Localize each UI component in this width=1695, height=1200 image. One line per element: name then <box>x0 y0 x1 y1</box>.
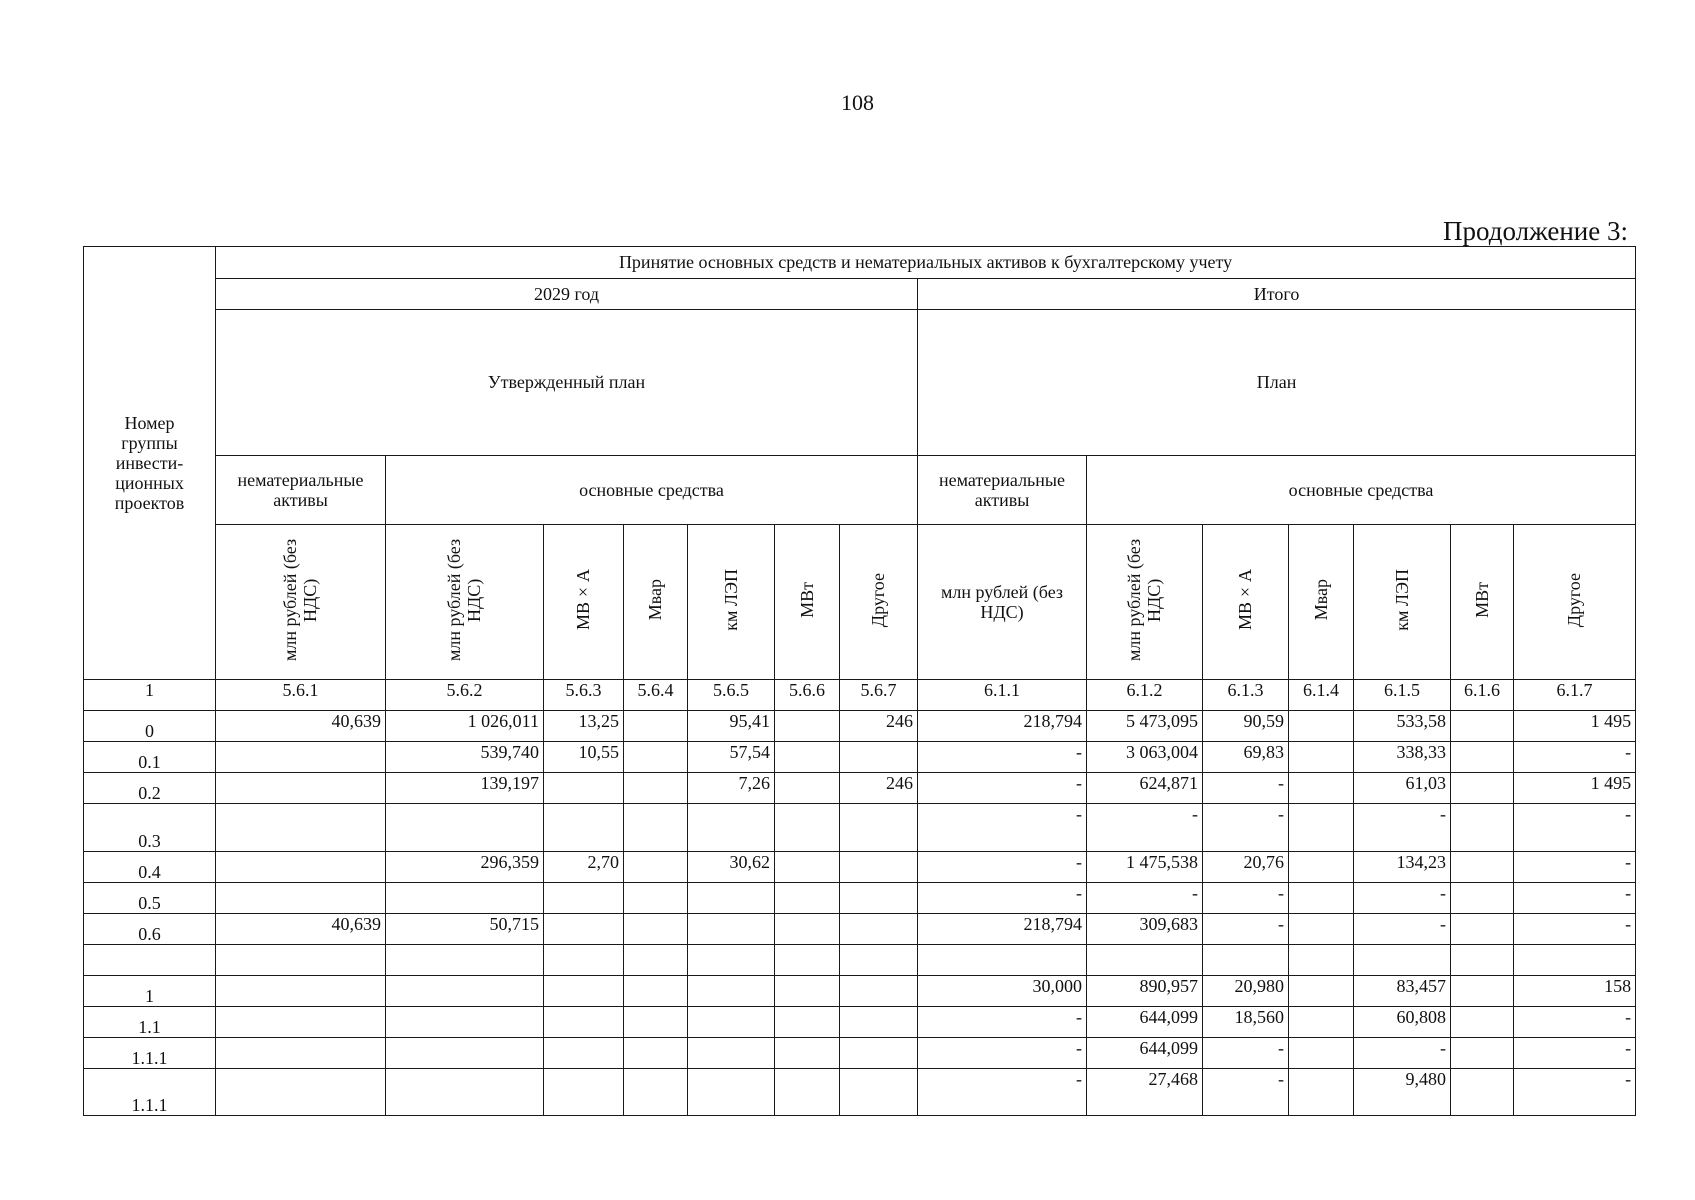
main-title-header: Принятие основных средств и нематериальных активов к бухгалтерскому учету <box>216 247 1636 279</box>
table-cell <box>1289 976 1354 1007</box>
units-row <box>84 525 1636 680</box>
row-group-number: 0.6 <box>84 914 216 945</box>
table-cell: 296,359 <box>386 852 544 883</box>
table-cell: 539,740 <box>386 742 544 773</box>
table-cell: - <box>1514 1007 1636 1038</box>
table-cell: - <box>1087 883 1203 914</box>
table-cell <box>775 852 840 883</box>
table-cell: - <box>918 1038 1087 1069</box>
table-cell <box>1087 945 1203 976</box>
unit-header: Другое <box>1514 525 1636 680</box>
table-cell <box>840 976 918 1007</box>
table-cell: - <box>918 804 1087 852</box>
table-row <box>84 711 1636 742</box>
table-cell: - <box>1514 804 1636 852</box>
table-cell: 246 <box>840 711 918 742</box>
table-cell: - <box>1514 742 1636 773</box>
unit-header: МВт <box>775 525 840 680</box>
row-group-number: 1.1.1 <box>84 1038 216 1069</box>
table-row <box>84 1038 1636 1069</box>
column-code: 5.6.2 <box>386 680 544 711</box>
table-cell <box>1451 711 1514 742</box>
table-cell: 27,468 <box>1087 1069 1203 1116</box>
table-cell: 5 473,095 <box>1087 711 1203 742</box>
table-cell <box>624 1007 688 1038</box>
table-cell: - <box>1514 1038 1636 1069</box>
table-row <box>84 914 1636 945</box>
table-cell <box>1289 883 1354 914</box>
unit-header: МВ×А <box>544 525 624 680</box>
row-group-number: 0.2 <box>84 773 216 804</box>
table-row <box>84 742 1636 773</box>
table-cell <box>688 976 775 1007</box>
table-cell <box>1514 945 1636 976</box>
table-cell: - <box>918 1007 1087 1038</box>
table-cell: - <box>918 1069 1087 1116</box>
row-group-number: 1.1 <box>84 1007 216 1038</box>
table-cell <box>1289 1007 1354 1038</box>
table-cell: - <box>1354 914 1451 945</box>
table-cell <box>216 976 386 1007</box>
table-cell <box>688 883 775 914</box>
table-cell <box>1451 742 1514 773</box>
table-cell: 1 026,011 <box>386 711 544 742</box>
table-cell <box>775 804 840 852</box>
table-cell <box>688 804 775 852</box>
table-cell <box>775 976 840 1007</box>
codes-row <box>84 680 1636 711</box>
table-cell: - <box>918 773 1087 804</box>
fixed-assets-header-total: основные средства <box>1087 456 1636 525</box>
column-code: 6.1.6 <box>1451 680 1514 711</box>
table-row <box>84 1007 1636 1038</box>
table-cell <box>624 976 688 1007</box>
table-cell <box>918 945 1087 976</box>
table-cell: 338,33 <box>1354 742 1451 773</box>
table-cell <box>775 773 840 804</box>
table-cell <box>544 914 624 945</box>
table-cell: 2,70 <box>544 852 624 883</box>
table-cell: 30,62 <box>688 852 775 883</box>
table-cell <box>1451 883 1514 914</box>
table-cell: 309,683 <box>1087 914 1203 945</box>
table-cell: 1 495 <box>1514 711 1636 742</box>
table-cell: 134,23 <box>1354 852 1451 883</box>
table-cell: 218,794 <box>918 914 1087 945</box>
investment-table <box>83 246 1636 1116</box>
table-cell <box>216 852 386 883</box>
column-code: 6.1.2 <box>1087 680 1203 711</box>
column-code: 6.1.3 <box>1203 680 1289 711</box>
table-cell <box>1451 804 1514 852</box>
table-cell: - <box>918 883 1087 914</box>
table-cell <box>216 1069 386 1116</box>
table-cell: 13,25 <box>544 711 624 742</box>
table-cell <box>775 914 840 945</box>
table-cell <box>544 1038 624 1069</box>
table-cell <box>1289 945 1354 976</box>
table-cell <box>775 1069 840 1116</box>
table-cell <box>1289 852 1354 883</box>
table-cell <box>1451 976 1514 1007</box>
table-cell <box>840 742 918 773</box>
table-cell <box>624 945 688 976</box>
table-cell: 69,83 <box>1203 742 1289 773</box>
table-cell: 40,639 <box>216 914 386 945</box>
table-cell <box>840 883 918 914</box>
table-cell <box>1289 742 1354 773</box>
table-cell: - <box>1354 883 1451 914</box>
table-cell <box>544 883 624 914</box>
table-cell <box>216 1038 386 1069</box>
column-code: 6.1.7 <box>1514 680 1636 711</box>
row-group-number <box>84 945 216 976</box>
table-cell <box>216 945 386 976</box>
column-code: 6.1.5 <box>1354 680 1451 711</box>
table-cell <box>1451 773 1514 804</box>
table-cell: 95,41 <box>688 711 775 742</box>
table-cell <box>1451 852 1514 883</box>
column-code: 6.1.4 <box>1289 680 1354 711</box>
table-cell: 83,457 <box>1354 976 1451 1007</box>
table-cell <box>1451 914 1514 945</box>
row-group-number: 1.1.1 <box>84 1069 216 1116</box>
row-group-number: 1 <box>84 976 216 1007</box>
column-code: 5.6.1 <box>216 680 386 711</box>
table-cell <box>775 945 840 976</box>
table-cell <box>386 1007 544 1038</box>
table-cell: - <box>1203 883 1289 914</box>
table-cell: 246 <box>840 773 918 804</box>
intangible-assets-header-total: нематериальные активы <box>918 456 1087 525</box>
row-group-number: 0.1 <box>84 742 216 773</box>
table-cell: 60,808 <box>1354 1007 1451 1038</box>
table-row <box>84 1069 1636 1116</box>
table-cell <box>386 945 544 976</box>
unit-header: МВт <box>1451 525 1514 680</box>
table-cell <box>840 914 918 945</box>
table-cell: 139,197 <box>386 773 544 804</box>
table-cell <box>216 804 386 852</box>
table-cell: - <box>1514 914 1636 945</box>
table-row <box>84 804 1636 852</box>
table-cell: 1 475,538 <box>1087 852 1203 883</box>
table-cell <box>840 1007 918 1038</box>
unit-header: Мвар <box>624 525 688 680</box>
table-cell <box>544 976 624 1007</box>
plan-header: План <box>918 310 1636 456</box>
table-cell: - <box>1087 804 1203 852</box>
table-cell <box>775 1038 840 1069</box>
year-2029-header: 2029 год <box>216 279 918 310</box>
table-cell <box>544 773 624 804</box>
table-cell <box>688 914 775 945</box>
table-cell: 7,26 <box>688 773 775 804</box>
group-number-header: Номер группы инвести- ционных проектов <box>84 247 216 680</box>
column-code: 5.6.3 <box>544 680 624 711</box>
unit-header: км ЛЭП <box>1354 525 1451 680</box>
row-group-number: 0.4 <box>84 852 216 883</box>
table-cell <box>1451 1069 1514 1116</box>
table-cell: 1 495 <box>1514 773 1636 804</box>
table-cell <box>840 804 918 852</box>
table-row <box>84 773 1636 804</box>
table-cell: 218,794 <box>918 711 1087 742</box>
table-cell: - <box>1203 1038 1289 1069</box>
table-cell: - <box>1203 773 1289 804</box>
table-cell <box>216 773 386 804</box>
table-cell <box>216 742 386 773</box>
table-cell <box>624 804 688 852</box>
table-cell: - <box>918 852 1087 883</box>
column-code: 5.6.6 <box>775 680 840 711</box>
table-cell <box>688 1038 775 1069</box>
column-code: 5.6.5 <box>688 680 775 711</box>
table-cell <box>216 883 386 914</box>
table-cell <box>544 945 624 976</box>
table-cell <box>544 804 624 852</box>
unit-header: млн рублей (без НДС) <box>386 525 544 680</box>
table-cell: - <box>1514 1069 1636 1116</box>
unit-header: км ЛЭП <box>688 525 775 680</box>
column-code: 6.1.1 <box>918 680 1087 711</box>
continuation-label: Продолжение 3: <box>1443 216 1628 246</box>
unit-header: МВ×А <box>1203 525 1289 680</box>
table-cell <box>624 852 688 883</box>
table-cell: 533,58 <box>1354 711 1451 742</box>
table-cell <box>386 804 544 852</box>
table-row <box>84 852 1636 883</box>
table-cell <box>544 1069 624 1116</box>
column-code: 5.6.7 <box>840 680 918 711</box>
unit-header: Другое <box>840 525 918 680</box>
table-cell <box>840 1038 918 1069</box>
table-cell <box>775 1007 840 1038</box>
table-cell <box>386 976 544 1007</box>
table-cell <box>1451 945 1514 976</box>
table-cell: 40,639 <box>216 711 386 742</box>
table-cell <box>1289 1038 1354 1069</box>
table-cell: 3 063,004 <box>1087 742 1203 773</box>
table-cell <box>775 883 840 914</box>
table-cell <box>688 1069 775 1116</box>
table-cell <box>840 1069 918 1116</box>
table-cell: - <box>918 742 1087 773</box>
table-cell <box>216 1007 386 1038</box>
table-cell <box>1354 945 1451 976</box>
table-cell <box>775 711 840 742</box>
table-cell: - <box>1514 883 1636 914</box>
table-cell: 90,59 <box>1203 711 1289 742</box>
table-cell <box>688 945 775 976</box>
table-cell <box>624 773 688 804</box>
row-group-number: 0 <box>84 711 216 742</box>
table-cell: 20,76 <box>1203 852 1289 883</box>
unit-header: млн рублей (без НДС) <box>918 525 1087 680</box>
unit-header: млн рублей (без НДС) <box>1087 525 1203 680</box>
table-cell: 644,099 <box>1087 1038 1203 1069</box>
table-cell <box>386 1038 544 1069</box>
table-cell: 10,55 <box>544 742 624 773</box>
table-cell: - <box>1203 1069 1289 1116</box>
table-cell: 61,03 <box>1354 773 1451 804</box>
table-cell <box>1289 804 1354 852</box>
table-cell <box>1203 945 1289 976</box>
approved-plan-header: Утвержденный план <box>216 310 918 456</box>
table-cell: - <box>1203 914 1289 945</box>
table-cell <box>624 914 688 945</box>
table-cell <box>840 945 918 976</box>
table-row <box>84 883 1636 914</box>
table-cell <box>1451 1007 1514 1038</box>
row-group-number: 0.5 <box>84 883 216 914</box>
unit-header: Мвар <box>1289 525 1354 680</box>
table-cell: 9,480 <box>1354 1069 1451 1116</box>
table-cell <box>1289 1069 1354 1116</box>
table-cell <box>624 742 688 773</box>
table-cell: 890,957 <box>1087 976 1203 1007</box>
table-cell: 18,560 <box>1203 1007 1289 1038</box>
table-cell <box>1289 773 1354 804</box>
column-code: 5.6.4 <box>624 680 688 711</box>
table-cell: 50,715 <box>386 914 544 945</box>
table-cell: - <box>1203 804 1289 852</box>
table-cell: 20,980 <box>1203 976 1289 1007</box>
table-cell: 57,54 <box>688 742 775 773</box>
table-row <box>84 945 1636 976</box>
table-cell: 644,099 <box>1087 1007 1203 1038</box>
table-cell <box>1289 711 1354 742</box>
total-header: Итого <box>918 279 1636 310</box>
table-cell: - <box>1354 1038 1451 1069</box>
table-cell <box>544 1007 624 1038</box>
table-cell <box>1289 914 1354 945</box>
table-cell: - <box>1354 804 1451 852</box>
table-cell <box>688 1007 775 1038</box>
table-cell: 158 <box>1514 976 1636 1007</box>
table-cell <box>386 1069 544 1116</box>
intangible-assets-header: нематериальные активы <box>216 456 386 525</box>
unit-header: млн рублей (без НДС) <box>216 525 386 680</box>
table-cell <box>1451 1038 1514 1069</box>
table-cell <box>775 742 840 773</box>
table-cell <box>624 883 688 914</box>
table-cell <box>624 1069 688 1116</box>
row-group-number: 0.3 <box>84 804 216 852</box>
page-number: 108 <box>841 90 874 115</box>
table-cell <box>624 711 688 742</box>
table-cell: 624,871 <box>1087 773 1203 804</box>
table-cell <box>386 883 544 914</box>
table-row <box>84 976 1636 1007</box>
table-cell <box>840 852 918 883</box>
table-cell: - <box>1514 852 1636 883</box>
fixed-assets-header: основные средства <box>386 456 918 525</box>
table-cell: 30,000 <box>918 976 1087 1007</box>
table-cell <box>624 1038 688 1069</box>
column-code: 1 <box>84 680 216 711</box>
